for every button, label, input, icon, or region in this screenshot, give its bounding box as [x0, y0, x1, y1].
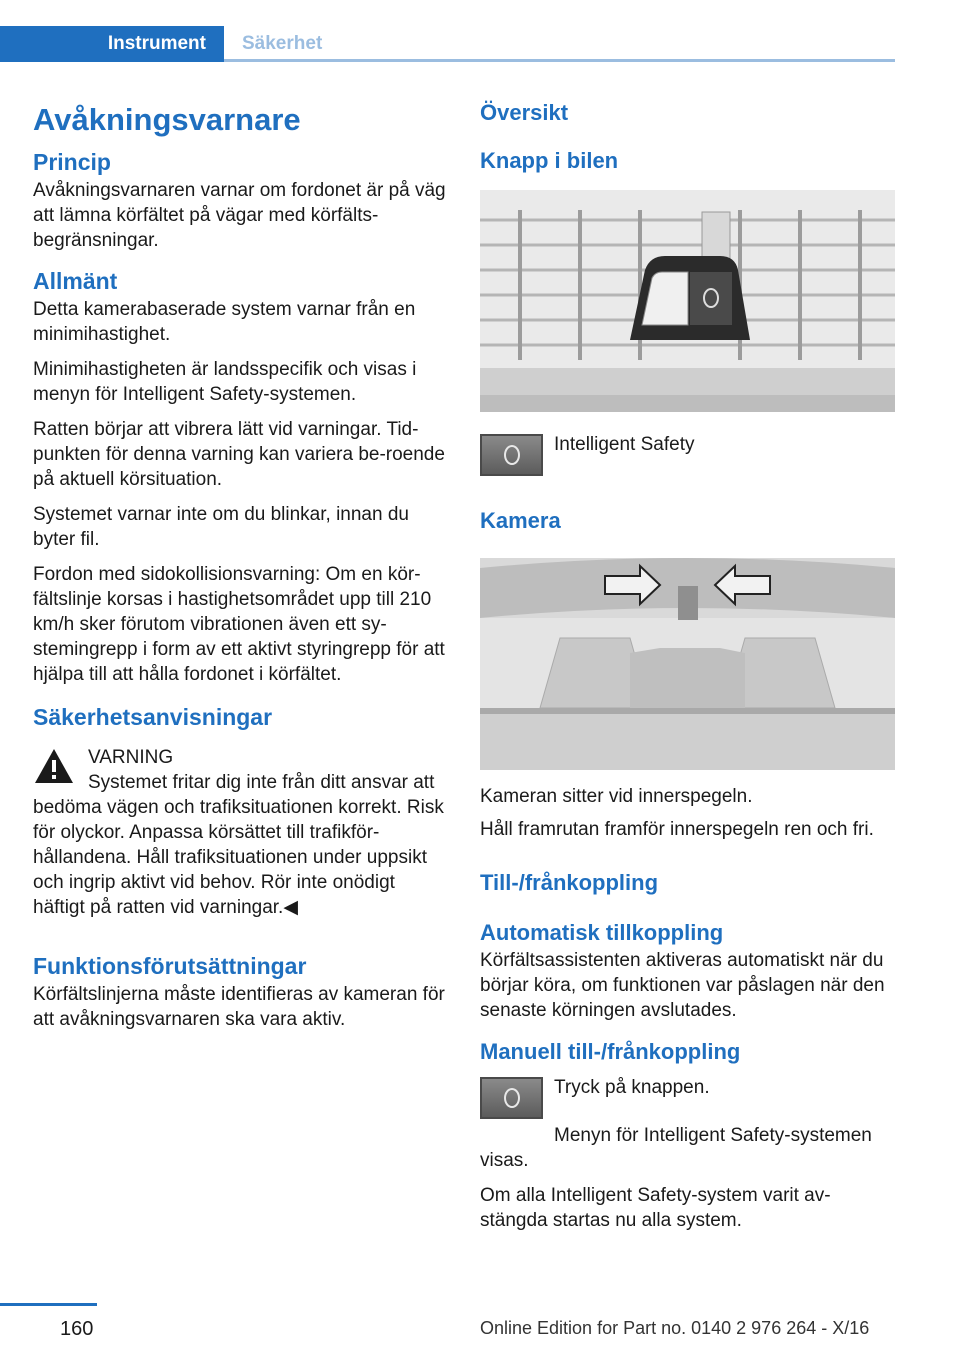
- allmant-heading: Allmänt: [33, 268, 118, 294]
- auto-heading: Automatisk tillkoppling: [480, 920, 724, 945]
- manuell-heading: Manuell till-/frånkoppling: [480, 1039, 741, 1064]
- auto-text: Körfältsassistenten aktiveras automatiskt när du börjar köra, om funktionen var påslagen när den senaste körningen avslutades.: [480, 950, 885, 1021]
- oversikt-heading: Översikt: [480, 100, 569, 125]
- intelligent-safety-button-icon: [480, 434, 543, 476]
- car-interior-illustration: [480, 558, 895, 770]
- kamera-p1: Kameran sitter vid innerspegeln.: [480, 786, 753, 807]
- manuell-text: Om alla Intelligent Safety-system varit av-stängda startas nu alla system.: [480, 1185, 831, 1231]
- manuell-steps: [480, 1075, 895, 1123]
- sakerhet-heading: Säkerhetsanvisningar: [33, 704, 273, 730]
- warning-text: Systemet fritar dig inte från ditt ansvar att bedöma vägen och trafiksituationen korrekt. Risk för olyckor. Anpassa körsättet till trafikför-hållandena. Håll trafiksituationen under uppsikt och ingrip aktivt vid behov. Rör inte onödigt häftigt på ratten vid varningar.◀: [33, 772, 444, 918]
- allmant-p1: Detta kamerabaserade system varnar från en minimihastighet.: [33, 299, 416, 345]
- header-divider: [224, 59, 895, 62]
- warning-title: VARNING: [88, 747, 174, 768]
- dashboard-illustration: [480, 190, 895, 412]
- allmant-p3: Ratten börjar att vibrera lätt vid varningar. Tid-punkten för denna varning kan variera be-roende på aktuell körsituation.: [33, 419, 445, 490]
- page-number: 160: [60, 1318, 94, 1340]
- kamera-heading: Kamera: [480, 508, 561, 533]
- kamera-p2: Håll framrutan framför innerspegeln ren och fri.: [480, 819, 874, 840]
- header-tabs: [0, 0, 960, 62]
- allmant-p5: Fordon med sidokollisionsvarning: Om en kör-fältslinje korsas i hastighetsområdet upp till 210 km/h sker förutom vibrationen även ett sy-stemingrepp i form av ett aktivt styringrepp för att hjälpa till att hålla fordonet i körfältet.: [33, 564, 445, 685]
- warning-block: [33, 745, 448, 920]
- tab-instrument[interactable]: Instrument: [0, 26, 224, 62]
- footer-divider: [0, 1303, 97, 1306]
- right-column: [480, 98, 895, 1243]
- knapp-heading: Knapp i bilen: [480, 148, 619, 173]
- manuell-step1: Tryck på knappen.: [554, 1077, 710, 1098]
- intelligent-safety-label: Intelligent Safety: [554, 434, 695, 455]
- till-heading: Till-/frånkoppling: [480, 870, 659, 895]
- edition-text: Online Edition for Part no. 0140 2 976 264 - X/16: [480, 1318, 870, 1338]
- allmant-p4: Systemet varnar inte om du blinkar, innan du byter fil.: [33, 504, 409, 550]
- intelligent-safety-legend: [480, 432, 895, 480]
- princip-heading: Princip: [33, 149, 111, 175]
- manuell-step2: Menyn för Intelligent Safety-systemen visas.: [480, 1125, 872, 1171]
- left-column: [33, 98, 448, 1042]
- funktion-heading: Funktionsförutsättningar: [33, 953, 307, 979]
- warning-icon: [33, 747, 75, 785]
- camera-photo: [480, 558, 895, 770]
- tab-sakerhet[interactable]: Säkerhet: [242, 33, 323, 54]
- page-title: Avåkningsvarnare: [33, 102, 301, 137]
- intelligent-safety-button-icon-2: [480, 1077, 543, 1119]
- allmant-p2: Minimihastigheten är landsspecifik och visas i menyn för Intelligent Safety-systemen.: [33, 359, 417, 405]
- funktion-text: Körfältslinjerna måste identifieras av kameran för att avåkningsvarnaren ska vara aktiv.: [33, 984, 445, 1030]
- princip-text: Avåkningsvarnaren varnar om fordonet är på väg att lämna körfältet på vägar med körfälts-begränsningar.: [33, 180, 446, 251]
- dashboard-button-photo: [480, 190, 895, 412]
